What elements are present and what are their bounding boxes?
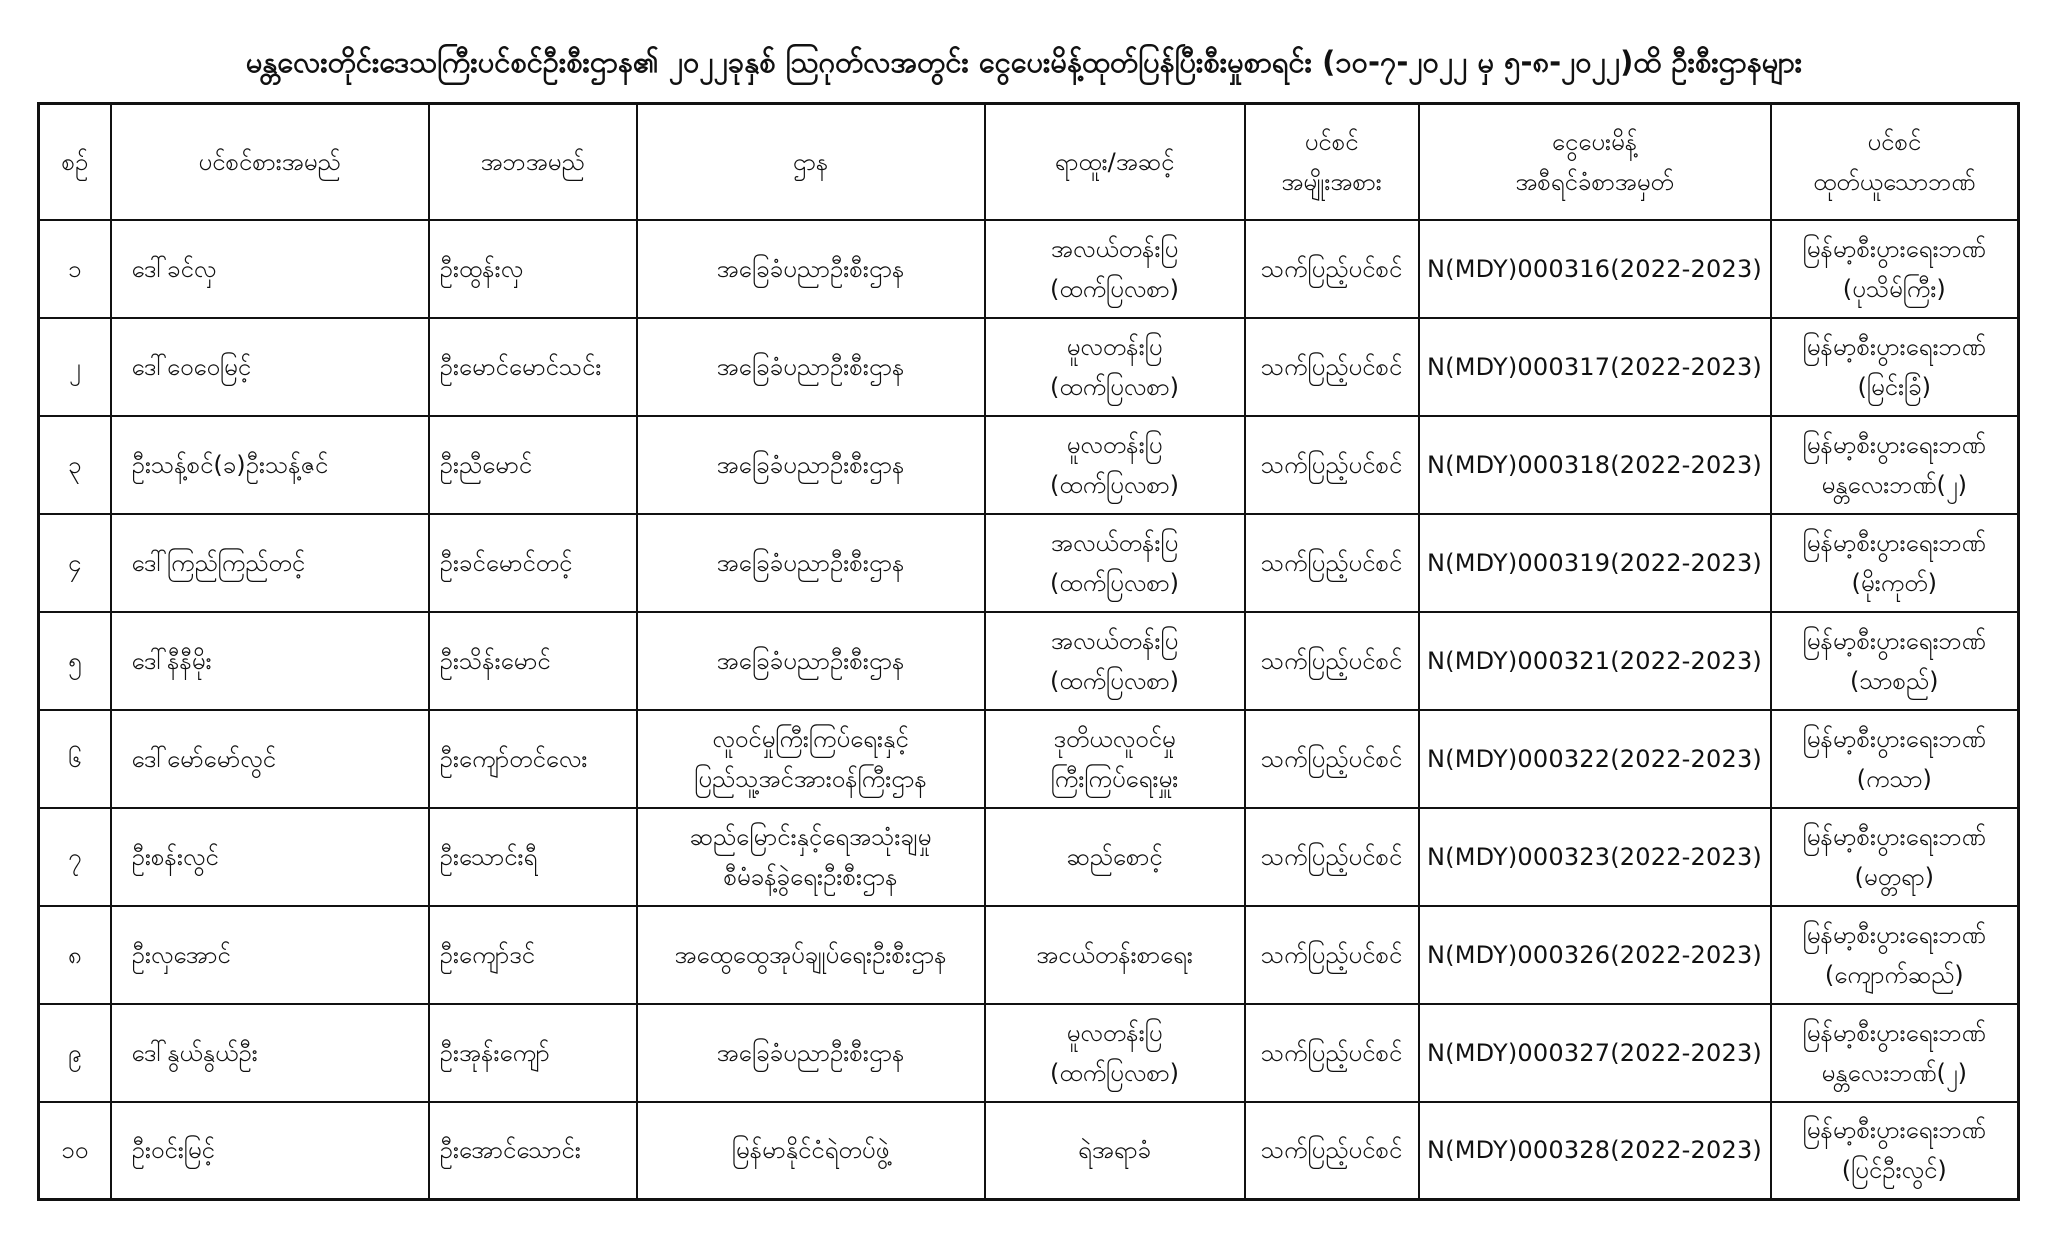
header-rank: ရာထူး/အဆင့် [985, 104, 1245, 220]
cell-bank: မြန်မာ့စီးပွားရေးဘဏ် (သာစည်) [1771, 612, 2019, 710]
cell-report-number: N(MDY)000327(2022-2023) [1419, 1004, 1771, 1102]
header-pensioner-name: ပင်စင်စားအမည် [111, 104, 429, 220]
cell-name: ဦးသန့်စင်(ခ)ဦးသန့်ဇင် [111, 416, 429, 514]
cell-father: ဦးညီမောင် [429, 416, 637, 514]
cell-pension-type: သက်ပြည့်ပင်စင် [1245, 808, 1419, 906]
cell-department: အခြေခံပညာဦးစီးဌာန [637, 220, 985, 318]
cell-rank: မူလတန်းပြ (ထက်ပြလစာ) [985, 318, 1245, 416]
cell-name: ဦးစန်းလွင် [111, 808, 429, 906]
table-row [39, 416, 2019, 514]
table-row [39, 612, 2019, 710]
cell-pension-type: သက်ပြည့်ပင်စင် [1245, 220, 1419, 318]
cell-bank: မြန်မာ့စီးပွားရေးဘဏ် (မြင်းခြံ) [1771, 318, 2019, 416]
cell-serial: ၅ [39, 612, 111, 710]
table-header-row [39, 104, 2019, 220]
cell-department: မြန်မာနိုင်ငံရဲတပ်ဖွဲ့ [637, 1102, 985, 1200]
cell-pension-type: သက်ပြည့်ပင်စင် [1245, 318, 1419, 416]
cell-bank: မြန်မာ့စီးပွားရေးဘဏ် မန္တလေးဘဏ်(၂) [1771, 1004, 2019, 1102]
cell-department: အခြေခံပညာဦးစီးဌာန [637, 318, 985, 416]
cell-father: ဦးထွန်းလှ [429, 220, 637, 318]
cell-name: ဦးလှအောင် [111, 906, 429, 1004]
cell-department: လူဝင်မှုကြီးကြပ်ရေးနှင့် ပြည်သူ့အင်အားဝန်ကြီးဌာန [637, 710, 985, 808]
cell-bank: မြန်မာ့စီးပွားရေးဘဏ် (ကသာ) [1771, 710, 2019, 808]
cell-rank: အလယ်တန်းပြ (ထက်ပြလစာ) [985, 612, 1245, 710]
cell-father: ဦးခင်မောင်တင့် [429, 514, 637, 612]
cell-rank: အလယ်တန်းပြ (ထက်ပြလစာ) [985, 514, 1245, 612]
cell-serial: ၆ [39, 710, 111, 808]
cell-father: ဦးသိန်းမောင် [429, 612, 637, 710]
table-row [39, 906, 2019, 1004]
cell-serial: ၁၀ [39, 1102, 111, 1200]
cell-bank: မြန်မာ့စီးပွားရေးဘဏ် (ကျောက်ဆည်) [1771, 906, 2019, 1004]
cell-report-number: N(MDY)000318(2022-2023) [1419, 416, 1771, 514]
cell-serial: ၉ [39, 1004, 111, 1102]
page-title: မန္တလေးတိုင်းဒေသကြီးပင်စင်ဦးစီးဌာန၏ ၂၀၂၂ခုနှစ် ဩဂုတ်လအတွင်း ငွေပေးမိန့်ထုတ်ပြန်ပြီးစီးမှုစာရင်း (၁၀-၇-၂၀၂၂ မှ ၅-၈-၂၀၂၂)ထိ ဦးစီးဌာနများ [245, 45, 1803, 79]
header-serial: စဉ် [39, 104, 111, 220]
cell-report-number: N(MDY)000323(2022-2023) [1419, 808, 1771, 906]
header-father-name: အဘအမည် [429, 104, 637, 220]
header-report-number: ငွေပေးမိန့် အစီရင်ခံစာအမှတ် [1419, 104, 1771, 220]
cell-pension-type: သက်ပြည့်ပင်စင် [1245, 710, 1419, 808]
cell-report-number: N(MDY)000326(2022-2023) [1419, 906, 1771, 1004]
cell-pension-type: သက်ပြည့်ပင်စင် [1245, 612, 1419, 710]
cell-rank: မူလတန်းပြ (ထက်ပြလစာ) [985, 1004, 1245, 1102]
cell-father: ဦးမောင်မောင်သင်း [429, 318, 637, 416]
cell-department: အခြေခံပညာဦးစီးဌာန [637, 514, 985, 612]
pension-table [37, 102, 2020, 1201]
cell-pension-type: သက်ပြည့်ပင်စင် [1245, 1004, 1419, 1102]
cell-name: ဒေါ်နွယ်နွယ်ဦး [111, 1004, 429, 1102]
cell-report-number: N(MDY)000319(2022-2023) [1419, 514, 1771, 612]
cell-bank: မြန်မာ့စီးပွားရေးဘဏ် (ပုသိမ်ကြီး) [1771, 220, 2019, 318]
cell-father: ဦးအောင်သောင်း [429, 1102, 637, 1200]
cell-bank: မြန်မာ့စီးပွားရေးဘဏ် (ပြင်ဦးလွင်) [1771, 1102, 2019, 1200]
cell-department: အခြေခံပညာဦးစီးဌာန [637, 416, 985, 514]
cell-report-number: N(MDY)000316(2022-2023) [1419, 220, 1771, 318]
table-row [39, 808, 2019, 906]
cell-name: ဒေါ်ဝေဝေမြင့် [111, 318, 429, 416]
cell-name: ဒေါ်မော်မော်လွင် [111, 710, 429, 808]
cell-father: ဦးကျော်ဒင် [429, 906, 637, 1004]
table-row [39, 1004, 2019, 1102]
cell-report-number: N(MDY)000322(2022-2023) [1419, 710, 1771, 808]
cell-bank: မြန်မာ့စီးပွားရေးဘဏ် (မိုးကုတ်) [1771, 514, 2019, 612]
cell-report-number: N(MDY)000317(2022-2023) [1419, 318, 1771, 416]
cell-rank: ဆည်စောင့် [985, 808, 1245, 906]
cell-department: အထွေထွေအုပ်ချုပ်ရေးဦးစီးဌာန [637, 906, 985, 1004]
cell-rank: ရဲအရာခံ [985, 1102, 1245, 1200]
table-row [39, 318, 2019, 416]
cell-name: ဒေါ်နီနီမိုး [111, 612, 429, 710]
table-row [39, 1102, 2019, 1200]
cell-report-number: N(MDY)000321(2022-2023) [1419, 612, 1771, 710]
cell-father: ဦးကျော်တင်လေး [429, 710, 637, 808]
cell-rank: ဒုတိယလူဝင်မှု ကြီးကြပ်ရေးမှူး [985, 710, 1245, 808]
cell-department: အခြေခံပညာဦးစီးဌာန [637, 1004, 985, 1102]
cell-pension-type: သက်ပြည့်ပင်စင် [1245, 416, 1419, 514]
table-row [39, 220, 2019, 318]
cell-rank: မူလတန်းပြ (ထက်ပြလစာ) [985, 416, 1245, 514]
cell-serial: ၄ [39, 514, 111, 612]
cell-pension-type: သက်ပြည့်ပင်စင် [1245, 514, 1419, 612]
cell-bank: မြန်မာ့စီးပွားရေးဘဏ် မန္တလေးဘဏ်(၂) [1771, 416, 2019, 514]
header-department: ဌာန [637, 104, 985, 220]
header-bank: ပင်စင် ထုတ်ယူသောဘဏ် [1771, 104, 2019, 220]
cell-pension-type: သက်ပြည့်ပင်စင် [1245, 906, 1419, 1004]
cell-department: ဆည်မြောင်းနှင့်ရေအသုံးချမှု စီမံခန့်ခွဲရေးဦးစီးဌာန [637, 808, 985, 906]
header-pension-type: ပင်စင် အမျိုးအစား [1245, 104, 1419, 220]
cell-bank: မြန်မာ့စီးပွားရေးဘဏ် (မတ္တရာ) [1771, 808, 2019, 906]
cell-name: ဦးဝင်းမြင့် [111, 1102, 429, 1200]
cell-report-number: N(MDY)000328(2022-2023) [1419, 1102, 1771, 1200]
cell-serial: ၇ [39, 808, 111, 906]
cell-name: ဒေါ်ကြည်ကြည်တင့် [111, 514, 429, 612]
cell-serial: ၁ [39, 220, 111, 318]
table-row [39, 514, 2019, 612]
table-row [39, 710, 2019, 808]
cell-serial: ၃ [39, 416, 111, 514]
cell-father: ဦးသောင်းရီ [429, 808, 637, 906]
cell-father: ဦးအုန်းကျော် [429, 1004, 637, 1102]
cell-serial: ၂ [39, 318, 111, 416]
cell-pension-type: သက်ပြည့်ပင်စင် [1245, 1102, 1419, 1200]
cell-rank: အလယ်တန်းပြ (ထက်ပြလစာ) [985, 220, 1245, 318]
cell-serial: ၈ [39, 906, 111, 1004]
cell-department: အခြေခံပညာဦးစီးဌာန [637, 612, 985, 710]
cell-rank: အငယ်တန်းစာရေး [985, 906, 1245, 1004]
cell-name: ဒေါ်ခင်လှ [111, 220, 429, 318]
